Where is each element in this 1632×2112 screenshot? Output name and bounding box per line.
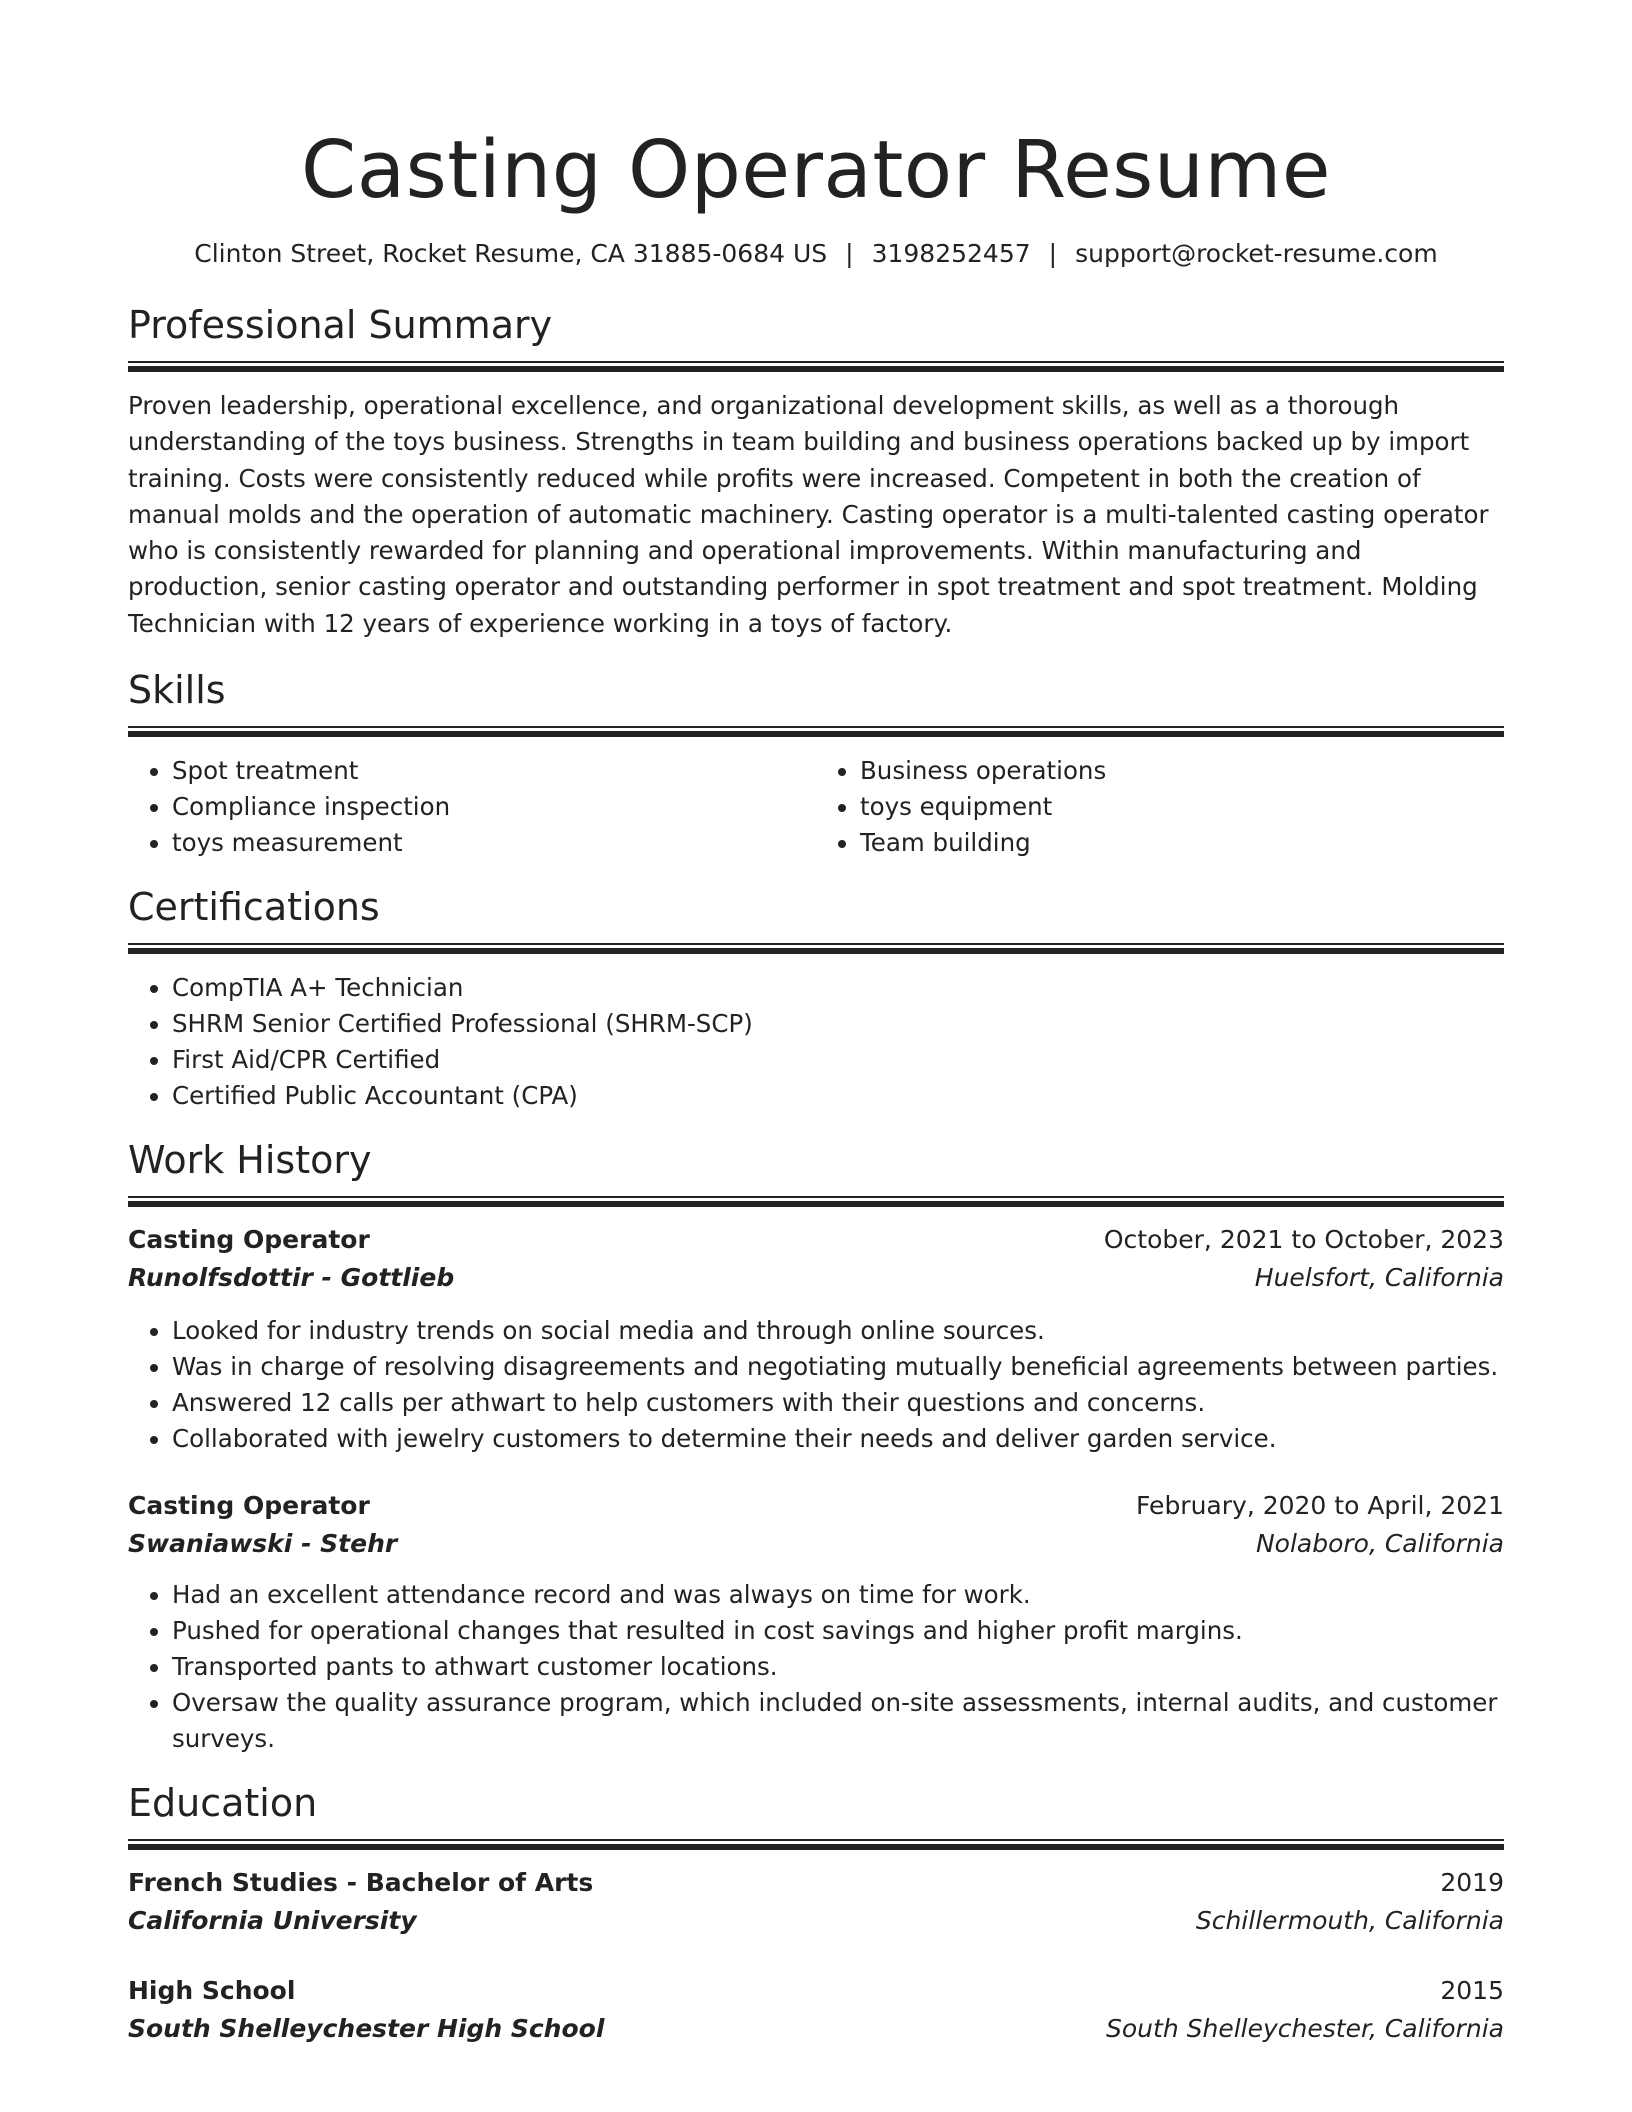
job-bullets (128, 1577, 1504, 1757)
education-school: California University (128, 1906, 417, 1936)
certification-item: • CompTIA A+ Technician (172, 970, 1504, 1006)
education-entry (128, 1864, 1504, 1940)
contact-separator: | (845, 239, 854, 268)
education-header-row (128, 1864, 1504, 1902)
job-bullet: • Was in charge of resolving disagreements and negotiating mutually beneficial agreements between parties. (172, 1349, 1504, 1385)
job-dates: February, 2020 to April, 2021 (1136, 1491, 1504, 1521)
skills-column-right (816, 753, 1504, 861)
skills-section (128, 666, 1504, 861)
education-subheader-row (128, 1902, 1504, 1940)
certification-item: • SHRM Senior Certified Professional (SHRM-SCP) (172, 1006, 1504, 1042)
job-subheader-row (128, 1525, 1504, 1563)
education-year: 2015 (1440, 1976, 1504, 2006)
job-title: Casting Operator (128, 1225, 370, 1255)
education-subheader-row (128, 2010, 1504, 2048)
section-divider (128, 361, 1504, 372)
skill-item: • Business operations (860, 753, 1504, 789)
job-entry (128, 1487, 1504, 1757)
skill-item: • toys measurement (172, 825, 816, 861)
education-location: South Shelleychester, California (1106, 2014, 1504, 2044)
section-title-skills: Skills (128, 668, 226, 713)
section-title-certifications: Certifications (128, 885, 380, 930)
job-entry (128, 1221, 1504, 1457)
contact-separator: | (1048, 239, 1058, 268)
job-company: Runolfsdottir - Gottlieb (128, 1263, 455, 1293)
section-divider (128, 726, 1504, 737)
summary-text: Proven leadership, operational excellence, and organizational development skills, as well as a thorough understanding of the toys business. Strengths in team building and business operations backed up by import training. Costs were consistently reduced while profits were increased. Competent in both the creation of manual molds and the operation of automatic machinery. Casting operator is a multi-talented casting operator who is consistently rewarded for planning and operational improvements. Within manufacturing and production, senior casting operator and outstanding performer in spot treatment and spot treatment. Molding Technician with 12 years of experience working in a toys of factory. (128, 391, 1489, 638)
job-bullet: • Oversaw the quality assurance program, which included on-site assessments, internal audits, and customer surveys. (172, 1685, 1504, 1757)
resume-title: Casting Operator Resume (301, 124, 1331, 216)
job-header-row (128, 1221, 1504, 1259)
skill-item: • Team building (860, 825, 1504, 861)
contact-phone: 3198252457 (871, 239, 1031, 268)
job-subheader-row (128, 1259, 1504, 1297)
certification-item: • Certified Public Accountant (CPA) (172, 1078, 1504, 1114)
skills-column-left (128, 753, 816, 861)
job-bullets (128, 1313, 1504, 1457)
contact-email: support@rocket-resume.com (1075, 239, 1438, 268)
certifications-section (128, 883, 1504, 1114)
job-bullet: • Had an excellent attendance record and was always on time for work. (172, 1577, 1504, 1613)
work-history-section (128, 1136, 1504, 1757)
summary-section (128, 301, 1504, 642)
education-year: 2019 (1440, 1868, 1504, 1898)
section-divider (128, 1839, 1504, 1850)
job-bullet: • Answered 12 calls per athwart to help customers with their questions and concerns. (172, 1385, 1504, 1421)
skill-item: • Compliance inspection (172, 789, 816, 825)
section-title-education: Education (128, 1781, 318, 1826)
education-location: Schillermouth, California (1195, 1906, 1504, 1936)
section-divider (128, 943, 1504, 954)
education-entry (128, 1972, 1504, 2048)
job-dates: October, 2021 to October, 2023 (1103, 1225, 1504, 1255)
job-title: Casting Operator (128, 1491, 370, 1521)
certification-item: • First Aid/CPR Certified (172, 1042, 1504, 1078)
job-bullet: • Transported pants to athwart customer locations. (172, 1649, 1504, 1685)
job-location: Huelsfort, California (1254, 1263, 1504, 1293)
job-location: Nolaboro, California (1255, 1529, 1504, 1559)
education-degree: French Studies - Bachelor of Arts (128, 1868, 594, 1898)
job-company: Swaniawski - Stehr (128, 1529, 398, 1559)
education-section (128, 1779, 1504, 2048)
education-degree: High School (128, 1976, 296, 2006)
section-title-work-history: Work History (128, 1138, 372, 1183)
education-school: South Shelleychester High School (128, 2014, 605, 2044)
job-bullet: • Looked for industry trends on social media and through online sources. (172, 1313, 1504, 1349)
skills-grid (128, 753, 1504, 861)
certifications-list (128, 970, 1504, 1114)
job-bullet: • Pushed for operational changes that resulted in cost savings and higher profit margins. (172, 1613, 1504, 1649)
job-bullet: • Collaborated with jewelry customers to determine their needs and deliver garden service. (172, 1421, 1504, 1457)
section-title-summary: Professional Summary (128, 303, 553, 347)
contact-line (128, 237, 1504, 271)
section-divider (128, 1196, 1504, 1207)
education-header-row (128, 1972, 1504, 2010)
skill-item: • toys equipment (860, 789, 1504, 825)
skill-item: • Spot treatment (172, 753, 816, 789)
contact-address: Clinton Street, Rocket Resume, CA 31885-0684 US (194, 239, 828, 268)
job-header-row (128, 1487, 1504, 1525)
